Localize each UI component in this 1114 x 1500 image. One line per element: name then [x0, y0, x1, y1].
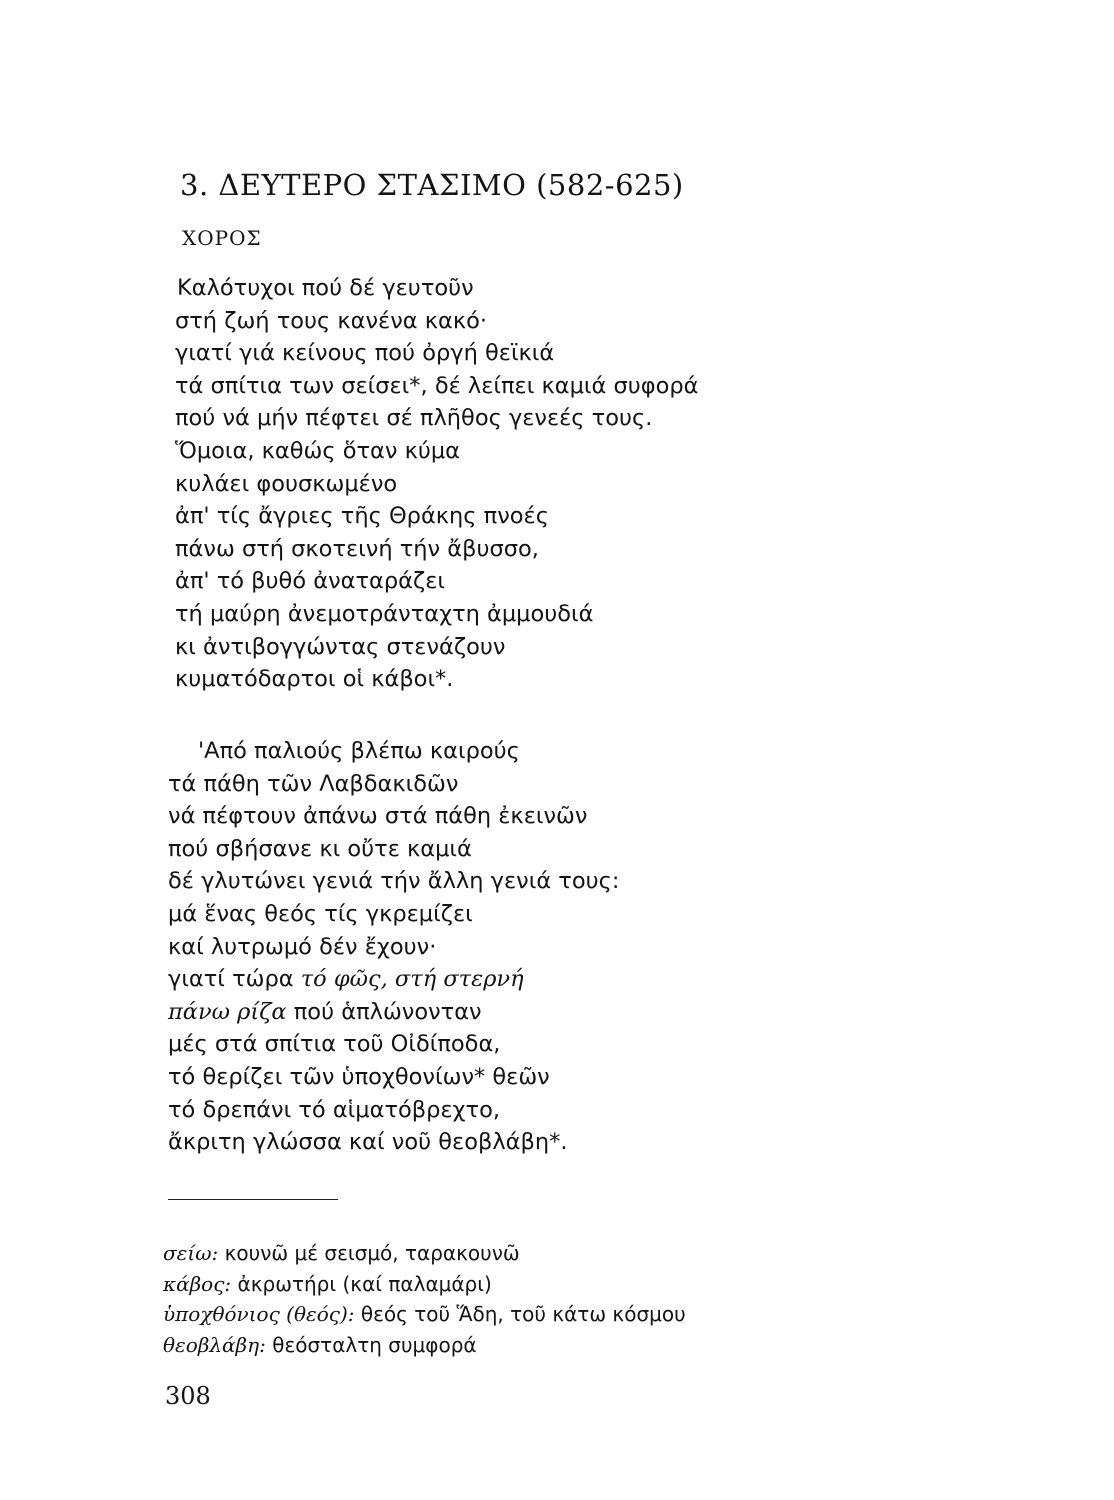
verse-line: ἀπ' τίς ἄγριες τῆς Θράκης πνοές: [175, 503, 549, 530]
verse-emphasis: πάνω ρίζα: [168, 998, 287, 1025]
glossary-definition: θεός τοῦ Ἅδη, τοῦ κάτω κόσμου: [354, 1302, 686, 1326]
verse-line: ἀπ' τό βυθό ἀναταράζει: [175, 568, 445, 595]
verse-line: 'Από παλιούς βλέπω καιρούς: [198, 738, 520, 764]
verse-line: τή μαύρη ἀνεμοτράνταχτη ἀμμουδιά: [175, 600, 594, 627]
glossary-term: ὑποχθόνιος (θεός):: [163, 1302, 355, 1326]
page-number: 308: [165, 1382, 211, 1410]
verse-line: δέ γλυτώνει γενιά τήν ἄλλη γενιά τους:: [168, 868, 620, 895]
verse-line: στή ζωή τους κανένα κακό·: [175, 307, 488, 334]
verse-line: καί λυτρωμό δέν ἔχουν·: [168, 933, 437, 960]
glossary-entry: [163, 1330, 686, 1361]
glossary-term: θεοβλάβη:: [163, 1332, 266, 1357]
stanza-first: [175, 272, 698, 696]
glossary-entry: [163, 1238, 686, 1269]
footnote-divider: [168, 1199, 338, 1200]
verse-line: τό θερίζει τῶν ὑποχθονίων* θεῶν: [168, 1063, 550, 1090]
glossary-footnotes: [163, 1238, 686, 1360]
glossary-definition: κουνῶ μέ σεισμό, ταρακουνῶ: [218, 1241, 520, 1265]
verse-line: κυλάει φουσκωμένο: [175, 470, 398, 497]
glossary-definition: θεόσταλτη συμφορά: [265, 1332, 477, 1357]
verse-line: Ὅμοια, καθώς ὅταν κύμα: [175, 437, 461, 464]
speaker-label: ΧΟΡΟΣ: [182, 226, 262, 250]
stanza-second: [168, 735, 619, 1159]
verse-line: πού νά μήν πέφτει σέ πλῆθος γενεές τους.: [175, 405, 653, 432]
verse-line: τά πάθη τῶν Λαβδακιδῶν: [168, 770, 459, 797]
verse-line: πάνω στή σκοτεινή τήν ἄβυσσο,: [175, 535, 539, 562]
glossary-term: κάβος:: [163, 1271, 232, 1296]
verse-emphasis: τό φῶς, στή στερνή: [300, 966, 524, 993]
verse-line: γιατί γιά κείνους πού ὀργή θεϊκιά: [175, 340, 555, 367]
verse-line: τό δρεπάνι τό αἱματόβρεχτο,: [168, 1096, 501, 1123]
section-heading: 3. ΔΕΥΤΕΡΟ ΣΤΑΣΙΜΟ (582-625): [180, 168, 684, 202]
verse-line: Καλότυχοι πού δέ γευτοῦν: [177, 275, 474, 301]
verse-text: γιατί τώρα: [168, 966, 301, 993]
verse-text: πού ἁπλώνονταν: [286, 998, 482, 1025]
verse-line: κι ἀντιβογγώντας στενάζουν: [175, 633, 506, 660]
verse-line: μές στά σπίτια τοῦ Οἰδίποδα,: [168, 1031, 501, 1058]
verse-line: τά σπίτια των σείσει*, δέ λείπει καμιά συφορά: [175, 372, 699, 399]
verse-line: πού σβήσανε κι οὔτε καμιά: [168, 835, 472, 862]
verse-line-mixed: [168, 996, 619, 1029]
verse-line: ἄκριτη γλώσσα καί νοῦ θεοβλάβη*.: [168, 1129, 568, 1156]
verse-line: μά ἕνας θεός τίς γκρεμίζει: [168, 900, 473, 927]
glossary-term: σείω:: [163, 1241, 219, 1265]
glossary-entry: [163, 1299, 686, 1330]
verse-line: κυματόδαρτοι οἱ κάβοι*.: [175, 666, 454, 693]
verse-line: νά πέφτουν ἀπάνω στά πάθη ἐκεινῶν: [168, 803, 588, 830]
verse-line-mixed: [168, 963, 619, 996]
glossary-definition: ἀκρωτήρι (καί παλαμάρι): [231, 1271, 492, 1296]
glossary-entry: [163, 1269, 686, 1300]
